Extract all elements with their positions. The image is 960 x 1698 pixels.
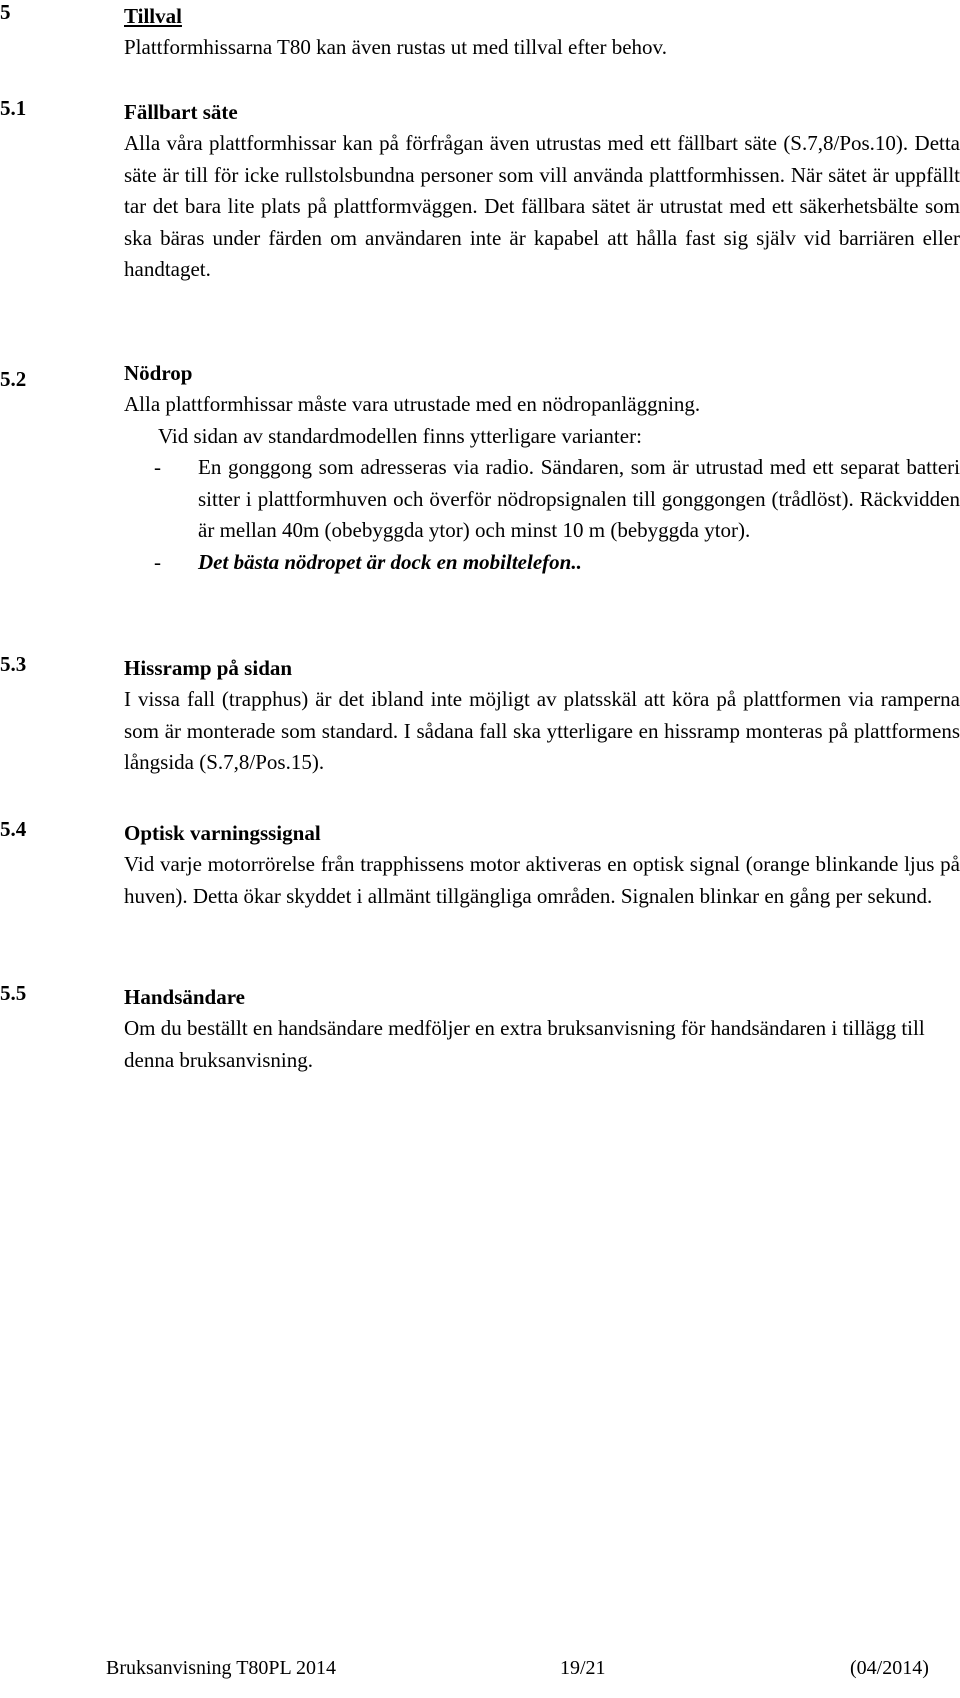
section-number: 5.3 <box>0 652 27 676</box>
list-item <box>124 452 960 547</box>
section-title: Optisk varningssignal <box>124 821 321 845</box>
section-number: 5.1 <box>0 96 27 120</box>
footer-page-number: 19/21 <box>560 1657 606 1679</box>
bullet-dash: - <box>154 549 161 574</box>
section-number: 5.4 <box>0 817 27 841</box>
section-title: Nödrop <box>124 361 193 385</box>
section-number: 5.2 <box>0 367 27 391</box>
section-body: Om du beställt en handsändare medföljer en extra bruksanvisning för handsändaren i tillägg till denna bruksanvisning. <box>124 1016 925 1072</box>
section-number: 5.5 <box>0 981 27 1005</box>
section-body: I vissa fall (trapphus) är det ibland inte möjligt av platsskäl att köra på plattformen via ramperna som är monterade som standard. I sådana fall ska ytterligare en hissramp monteras på plattformens långsida (S.7,8/Pos.15). <box>124 687 960 775</box>
section-body: Vid varje motorrörelse från trapphissens motor aktiveras en optisk signal (orange blinkande ljus på huven). Detta ökar skyddet i allmänt tillgängliga områden. Signalen blinkar en gång per sekund. <box>124 852 960 908</box>
section-title: Fällbart säte <box>124 100 238 124</box>
section-title: Handsändare <box>124 985 245 1009</box>
bullet-dash: - <box>154 455 161 480</box>
bullet-text: Det bästa nödropet är dock en mobiltelefon.. <box>198 549 582 574</box>
section-body: Plattformhissarna T80 kan även rustas ut med tillval efter behov. <box>124 35 667 59</box>
section-number: 5 <box>0 0 11 24</box>
bullet-text: En gonggong som adresseras via radio. Sändaren, som är utrustad med ett separat batteri sitter i plattformhuven och överför nödropsignalen till gonggongen (trådlöst). Räckvidden är mellan 40m (obebyggda ytor) och minst 10 m (bebyggda ytor). <box>198 455 960 543</box>
section-body-line1: Alla plattformhissar måste vara utrustade med en nödropanläggning. <box>124 392 701 416</box>
section-body: Alla våra plattformhissar kan på förfrågan även utrustas med ett fällbart säte (S.7,8/Pos.10). Detta säte är till för icke rullstolsbundna personer som vill använda plattformhissen. När sätet är uppfällt tar det bara lite plats på plattformväggen. Det fällbara sätet är utrustat med ett säkerhetsbälte som ska bäras under färden om användaren inte är kapabel att hålla fast sig själv vid barriären eller handtaget. <box>124 131 960 282</box>
section-title: Hissramp på sidan <box>124 656 293 680</box>
section-title: Tillval <box>124 4 182 28</box>
list-item <box>124 547 960 579</box>
section-body-line2: Vid sidan av standardmodellen finns ytterligare varianter: <box>158 423 642 448</box>
page-footer <box>0 1652 960 1684</box>
footer-date: (04/2014) <box>850 1657 929 1679</box>
footer-manual: Bruksanvisning T80PL 2014 <box>106 1657 337 1679</box>
